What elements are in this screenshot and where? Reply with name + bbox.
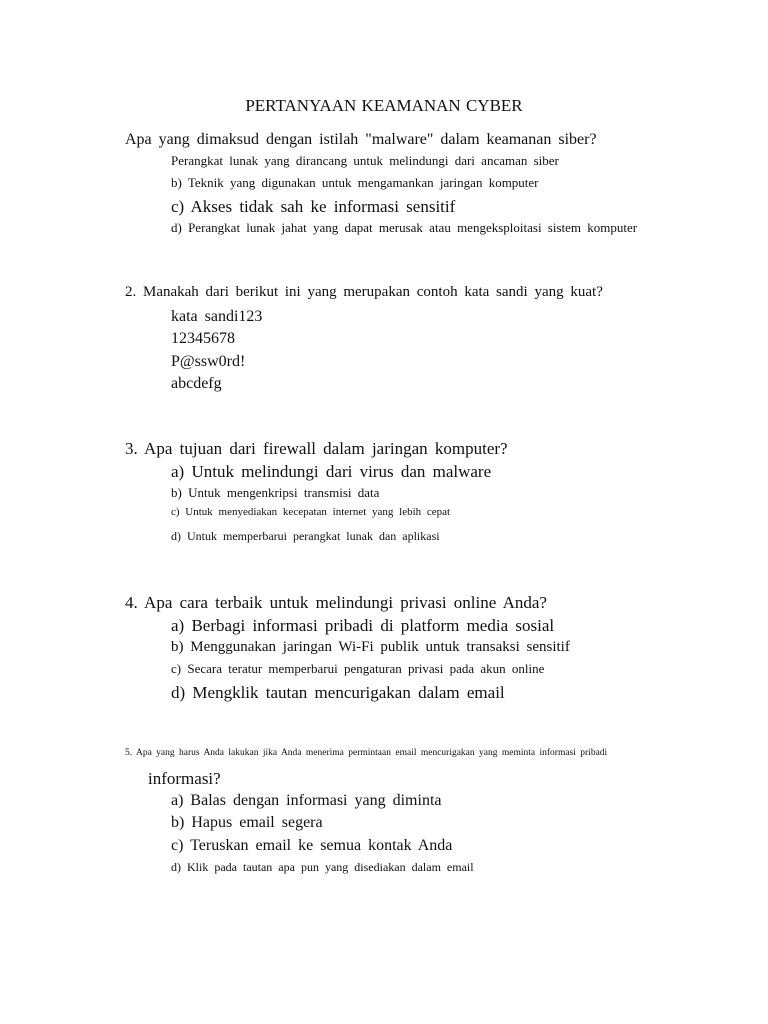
question-4-option-b: b) Menggunakan jaringan Wi-Fi publik untuk transaksi sensitif bbox=[171, 639, 570, 655]
question-4-option-c: c) Secara teratur memperbarui pengaturan privasi pada akun online bbox=[171, 661, 545, 676]
document-title: PERTANYAAN KEAMANAN CYBER bbox=[245, 96, 523, 115]
question-5-option-d: d) Klik pada tautan apa pun yang disediakan dalam email bbox=[171, 860, 474, 874]
question-5-option-b: b) Hapus email segera bbox=[171, 814, 323, 831]
question-1-option-c: c) Akses tidak sah ke informasi sensitif bbox=[171, 197, 456, 216]
question-4-option-d: d) Mengklik tautan mencurigakan dalam email bbox=[171, 683, 505, 702]
question-5-option-c: c) Teruskan email ke semua kontak Anda bbox=[171, 837, 453, 854]
question-2-option-4: abcdefg bbox=[171, 375, 222, 392]
question-2-option-2: 12345678 bbox=[171, 330, 235, 347]
question-1-option-d: d) Perangkat lunak jahat yang dapat merusak atau mengeksploitasi sistem komputer bbox=[171, 220, 638, 235]
question-1-option-b: b) Teknik yang digunakan untuk mengamankan jaringan komputer bbox=[171, 175, 539, 190]
question-1-option-a: Perangkat lunak yang dirancang untuk melindungi dari ancaman siber bbox=[171, 153, 559, 168]
question-2-text: 2. Manakah dari berikut ini yang merupakan contoh kata sandi yang kuat? bbox=[125, 284, 603, 300]
question-2-option-1: kata sandi123 bbox=[171, 308, 263, 325]
question-3-text: 3. Apa tujuan dari firewall dalam jaringan komputer? bbox=[125, 439, 508, 458]
question-3-option-c: c) Untuk menyediakan kecepatan internet yang lebih cepat bbox=[171, 506, 451, 518]
question-2-option-3: P@ssw0rd! bbox=[171, 353, 246, 370]
question-3-option-b: b) Untuk mengenkripsi transmisi data bbox=[171, 485, 380, 500]
question-3-option-a: a) Untuk melindungi dari virus dan malware bbox=[171, 462, 492, 481]
question-4-text: 4. Apa cara terbaik untuk melindungi privasi online Anda? bbox=[125, 593, 547, 612]
question-4-option-a: a) Berbagi informasi pribadi di platform media sosial bbox=[171, 616, 555, 635]
question-5-option-a: a) Balas dengan informasi yang diminta bbox=[171, 792, 442, 809]
question-1-text: Apa yang dimaksud dengan istilah "malware" dalam keamanan siber? bbox=[125, 131, 597, 148]
question-5-text: 5. Apa yang harus Anda lakukan jika Anda menerima permintaan email mencurigakan yang meminta informasi pribadi bbox=[125, 748, 608, 758]
question-3-option-d: d) Untuk memperbarui perangkat lunak dan aplikasi bbox=[171, 529, 440, 543]
question-5-continuation: informasi? bbox=[148, 769, 221, 788]
